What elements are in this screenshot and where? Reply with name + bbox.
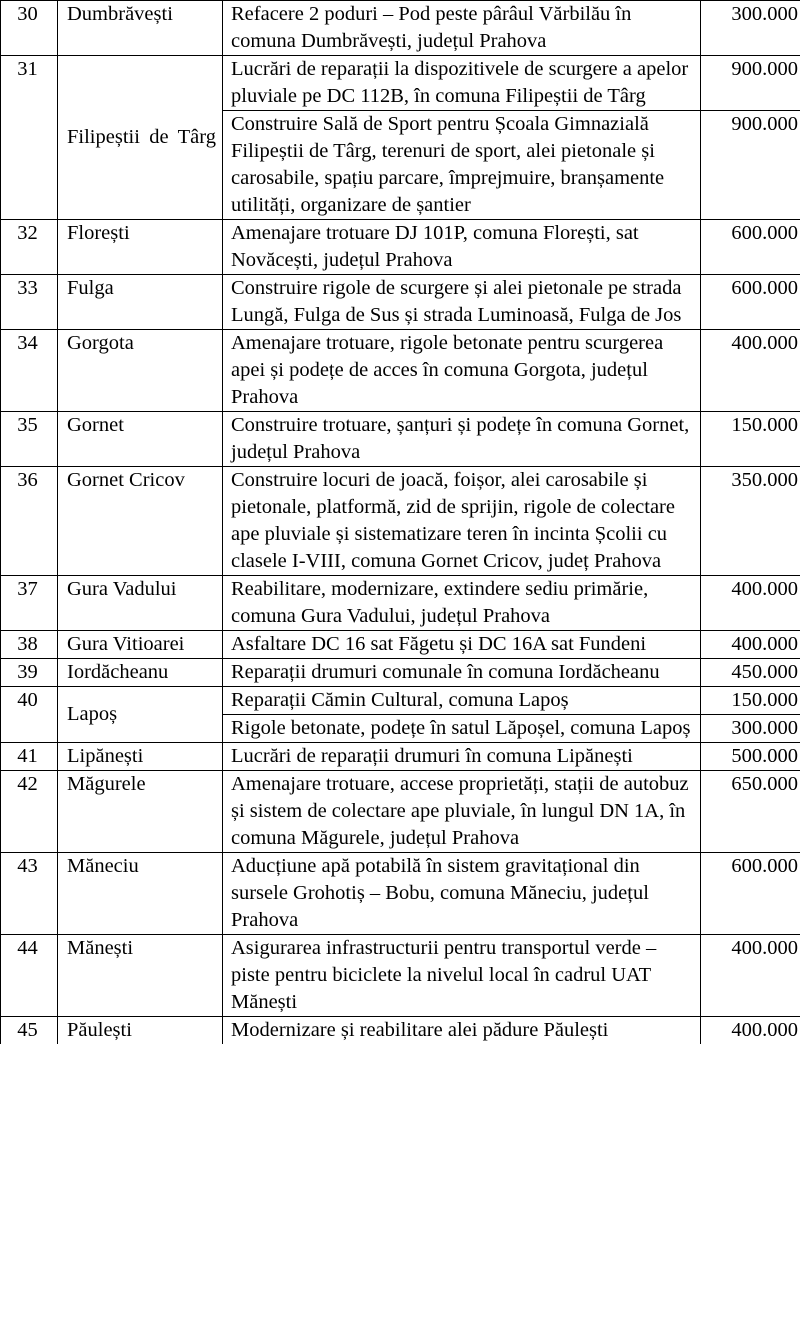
table-row bbox=[1, 631, 800, 659]
project-value: 600.000 bbox=[701, 275, 800, 330]
row-number: 40 bbox=[1, 687, 58, 743]
row-number: 43 bbox=[1, 853, 58, 935]
uat-name: Gornet bbox=[58, 412, 223, 467]
project-description: Asfaltare DC 16 sat Făgetu și DC 16A sat Fundeni bbox=[223, 631, 701, 659]
uat-name: Filipeștii de Târg bbox=[58, 56, 223, 220]
project-description: Lucrări de reparații drumuri în comuna Lipănești bbox=[223, 743, 701, 771]
table-row bbox=[1, 275, 800, 330]
uat-name: Dumbrăvești bbox=[58, 1, 223, 56]
uat-name: Lipănești bbox=[58, 743, 223, 771]
row-number: 31 bbox=[1, 56, 58, 220]
project-description: Refacere 2 poduri – Pod peste pârâul Vărbilău în comuna Dumbrăvești, județul Prahova bbox=[223, 1, 701, 56]
row-number: 37 bbox=[1, 576, 58, 631]
project-value: 150.000 bbox=[701, 687, 800, 715]
row-number: 34 bbox=[1, 330, 58, 412]
row-number: 33 bbox=[1, 275, 58, 330]
project-description: Construire locuri de joacă, foișor, alei carosabile și pietonale, platformă, zid de sprijin, rigole de colectare ape pluviale și sistematizare teren în incinta Școlii cu clasele I-VIII, comuna Gornet Cricov, județ Prahova bbox=[223, 467, 701, 576]
project-description: Reparații Cămin Cultural, comuna Lapoș bbox=[223, 687, 701, 715]
project-value: 600.000 bbox=[701, 853, 800, 935]
uat-name: Gura Vitioarei bbox=[58, 631, 223, 659]
row-number: 42 bbox=[1, 771, 58, 853]
table-row bbox=[1, 687, 800, 715]
table-row bbox=[1, 659, 800, 687]
project-value: 900.000 bbox=[701, 111, 800, 220]
uat-name: Mănești bbox=[58, 935, 223, 1017]
table-row bbox=[1, 330, 800, 412]
project-description: Construire Sală de Sport pentru Școala Gimnazială Filipeștii de Târg, terenuri de sport, alei pietonale și carosabile, spațiu parcare, împrejmuire, branșamente utilități, organizare de șantier bbox=[223, 111, 701, 220]
uat-name: Măgurele bbox=[58, 771, 223, 853]
project-value: 900.000 bbox=[701, 56, 800, 111]
table-row bbox=[1, 220, 800, 275]
project-value: 300.000 bbox=[701, 715, 800, 743]
project-description: Construire trotuare, șanțuri și podețe în comuna Gornet, județul Prahova bbox=[223, 412, 701, 467]
row-number: 41 bbox=[1, 743, 58, 771]
project-description: Reabilitare, modernizare, extindere sediu primărie, comuna Gura Vadului, județul Prahova bbox=[223, 576, 701, 631]
table-row bbox=[1, 412, 800, 467]
project-description: Rigole betonate, podețe în satul Lăpoșel, comuna Lapoș bbox=[223, 715, 701, 743]
project-description: Reparații drumuri comunale în comuna Iordăcheanu bbox=[223, 659, 701, 687]
uat-name: Măneciu bbox=[58, 853, 223, 935]
row-number: 32 bbox=[1, 220, 58, 275]
project-value: 400.000 bbox=[701, 935, 800, 1017]
project-value: 400.000 bbox=[701, 631, 800, 659]
table-row bbox=[1, 1, 800, 56]
project-value: 400.000 bbox=[701, 576, 800, 631]
row-number: 44 bbox=[1, 935, 58, 1017]
row-number: 36 bbox=[1, 467, 58, 576]
row-number: 38 bbox=[1, 631, 58, 659]
table-row bbox=[1, 853, 800, 935]
uat-name: Gorgota bbox=[58, 330, 223, 412]
project-value: 600.000 bbox=[701, 220, 800, 275]
table-body bbox=[1, 1, 800, 1045]
uat-name: Gura Vadului bbox=[58, 576, 223, 631]
uat-name: Iordăcheanu bbox=[58, 659, 223, 687]
table-row bbox=[1, 1017, 800, 1045]
project-description: Aducțiune apă potabilă în sistem gravitațional din sursele Grohotiș – Bobu, comuna Măneciu, județul Prahova bbox=[223, 853, 701, 935]
project-value: 150.000 bbox=[701, 412, 800, 467]
table-row bbox=[1, 935, 800, 1017]
row-number: 39 bbox=[1, 659, 58, 687]
project-value: 500.000 bbox=[701, 743, 800, 771]
row-number: 35 bbox=[1, 412, 58, 467]
project-description: Amenajare trotuare DJ 101P, comuna Florești, sat Novăcești, județul Prahova bbox=[223, 220, 701, 275]
project-value: 450.000 bbox=[701, 659, 800, 687]
uat-name: Fulga bbox=[58, 275, 223, 330]
table-row bbox=[1, 576, 800, 631]
table-row bbox=[1, 467, 800, 576]
uat-name: Florești bbox=[58, 220, 223, 275]
table-row bbox=[1, 743, 800, 771]
project-description: Amenajare trotuare, accese proprietăți, stații de autobuz și sistem de colectare ape pluviale, în lungul DN 1A, în comuna Măgurele, județul Prahova bbox=[223, 771, 701, 853]
project-value: 400.000 bbox=[701, 1017, 800, 1045]
project-description: Lucrări de reparații la dispozitivele de scurgere a apelor pluviale pe DC 112B, în comuna Filipeștii de Târg bbox=[223, 56, 701, 111]
table-row bbox=[1, 771, 800, 853]
table-row bbox=[1, 56, 800, 111]
uat-name: Lapoș bbox=[58, 687, 223, 743]
row-number: 30 bbox=[1, 1, 58, 56]
row-number: 45 bbox=[1, 1017, 58, 1045]
project-value: 350.000 bbox=[701, 467, 800, 576]
project-value: 400.000 bbox=[701, 330, 800, 412]
project-value: 650.000 bbox=[701, 771, 800, 853]
project-description: Amenajare trotuare, rigole betonate pentru scurgerea apei și podețe de acces în comuna Gorgota, județul Prahova bbox=[223, 330, 701, 412]
project-description: Construire rigole de scurgere și alei pietonale pe strada Lungă, Fulga de Sus și strada Luminoasă, Fulga de Jos bbox=[223, 275, 701, 330]
uat-name: Gornet Cricov bbox=[58, 467, 223, 576]
project-description: Modernizare și reabilitare alei pădure Păulești bbox=[223, 1017, 701, 1045]
uat-name: Păulești bbox=[58, 1017, 223, 1045]
project-description: Asigurarea infrastructurii pentru transportul verde – piste pentru biciclete la nivelul local în cadrul UAT Mănești bbox=[223, 935, 701, 1017]
project-value: 300.000 bbox=[701, 1, 800, 56]
